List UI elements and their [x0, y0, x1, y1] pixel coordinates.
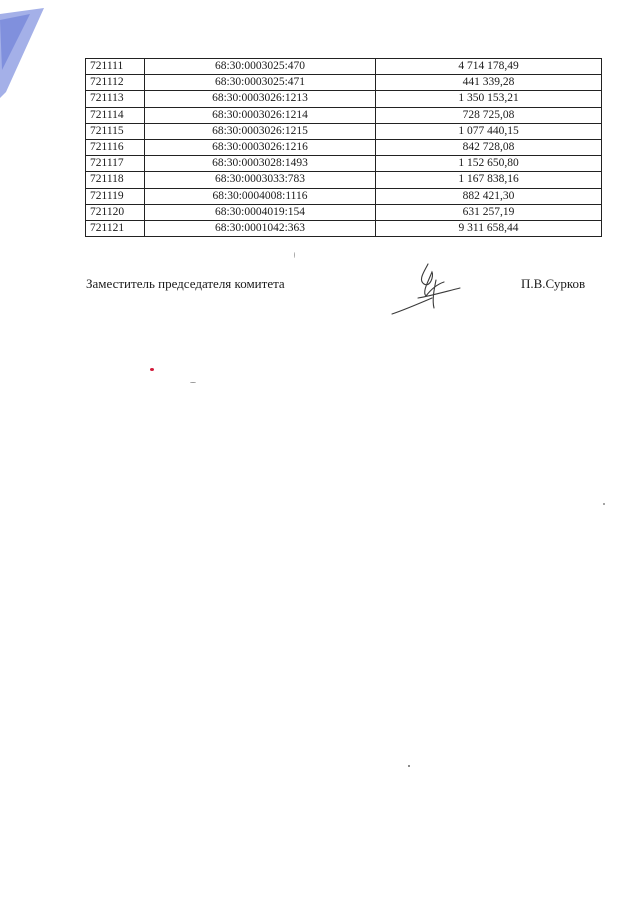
- table-row: [86, 172, 602, 188]
- cadastral-table: [85, 58, 602, 237]
- row-cadastral-number: 68:30:0003026:1215: [145, 123, 376, 139]
- row-value: 631 257,19: [376, 204, 602, 220]
- row-code: 721116: [86, 140, 145, 156]
- row-value: 842 728,08: [376, 140, 602, 156]
- table-row: [86, 221, 602, 237]
- row-value: 882 421,30: [376, 188, 602, 204]
- row-value: 1 152 650,80: [376, 156, 602, 172]
- row-cadastral-number: 68:30:0003026:1213: [145, 91, 376, 107]
- table-row: [86, 188, 602, 204]
- row-value: 4 714 178,49: [376, 59, 602, 75]
- handwritten-signature: [388, 258, 468, 320]
- scan-speck: [408, 765, 410, 767]
- scan-speck: [190, 382, 196, 383]
- table-row: [86, 59, 602, 75]
- row-cadastral-number: 68:30:0003026:1214: [145, 107, 376, 123]
- table-row: [86, 140, 602, 156]
- row-code: 721120: [86, 204, 145, 220]
- table-row: [86, 107, 602, 123]
- row-cadastral-number: 68:30:0003033:783: [145, 172, 376, 188]
- row-code: 721114: [86, 107, 145, 123]
- table-body: [86, 59, 602, 237]
- row-code: 721121: [86, 221, 145, 237]
- row-code: 721117: [86, 156, 145, 172]
- row-value: 1 350 153,21: [376, 91, 602, 107]
- row-value: 9 311 658,44: [376, 221, 602, 237]
- scan-speck: [294, 252, 295, 258]
- red-speck: [150, 368, 154, 371]
- row-cadastral-number: 68:30:0003025:470: [145, 59, 376, 75]
- table-row: [86, 156, 602, 172]
- row-cadastral-number: 68:30:0001042:363: [145, 221, 376, 237]
- row-code: 721119: [86, 188, 145, 204]
- position-title: Заместитель председателя комитета: [86, 276, 285, 291]
- row-value: 441 339,28: [376, 75, 602, 91]
- table-row: [86, 75, 602, 91]
- table-row: [86, 204, 602, 220]
- row-value: 1 077 440,15: [376, 123, 602, 139]
- row-code: 721115: [86, 123, 145, 139]
- row-cadastral-number: 68:30:0004019:154: [145, 204, 376, 220]
- row-value: 728 725,08: [376, 107, 602, 123]
- blue-corner-mark: [0, 0, 50, 100]
- row-cadastral-number: 68:30:0003025:471: [145, 75, 376, 91]
- row-code: 721113: [86, 91, 145, 107]
- scan-speck: [603, 503, 605, 505]
- row-code: 721112: [86, 75, 145, 91]
- row-code: 721118: [86, 172, 145, 188]
- table-row: [86, 91, 602, 107]
- row-code: 721111: [86, 59, 145, 75]
- row-cadastral-number: 68:30:0004008:1116: [145, 188, 376, 204]
- signer-name: П.В.Сурков: [521, 276, 586, 291]
- row-cadastral-number: 68:30:0003026:1216: [145, 140, 376, 156]
- row-cadastral-number: 68:30:0003028:1493: [145, 156, 376, 172]
- table-row: [86, 123, 602, 139]
- row-value: 1 167 838,16: [376, 172, 602, 188]
